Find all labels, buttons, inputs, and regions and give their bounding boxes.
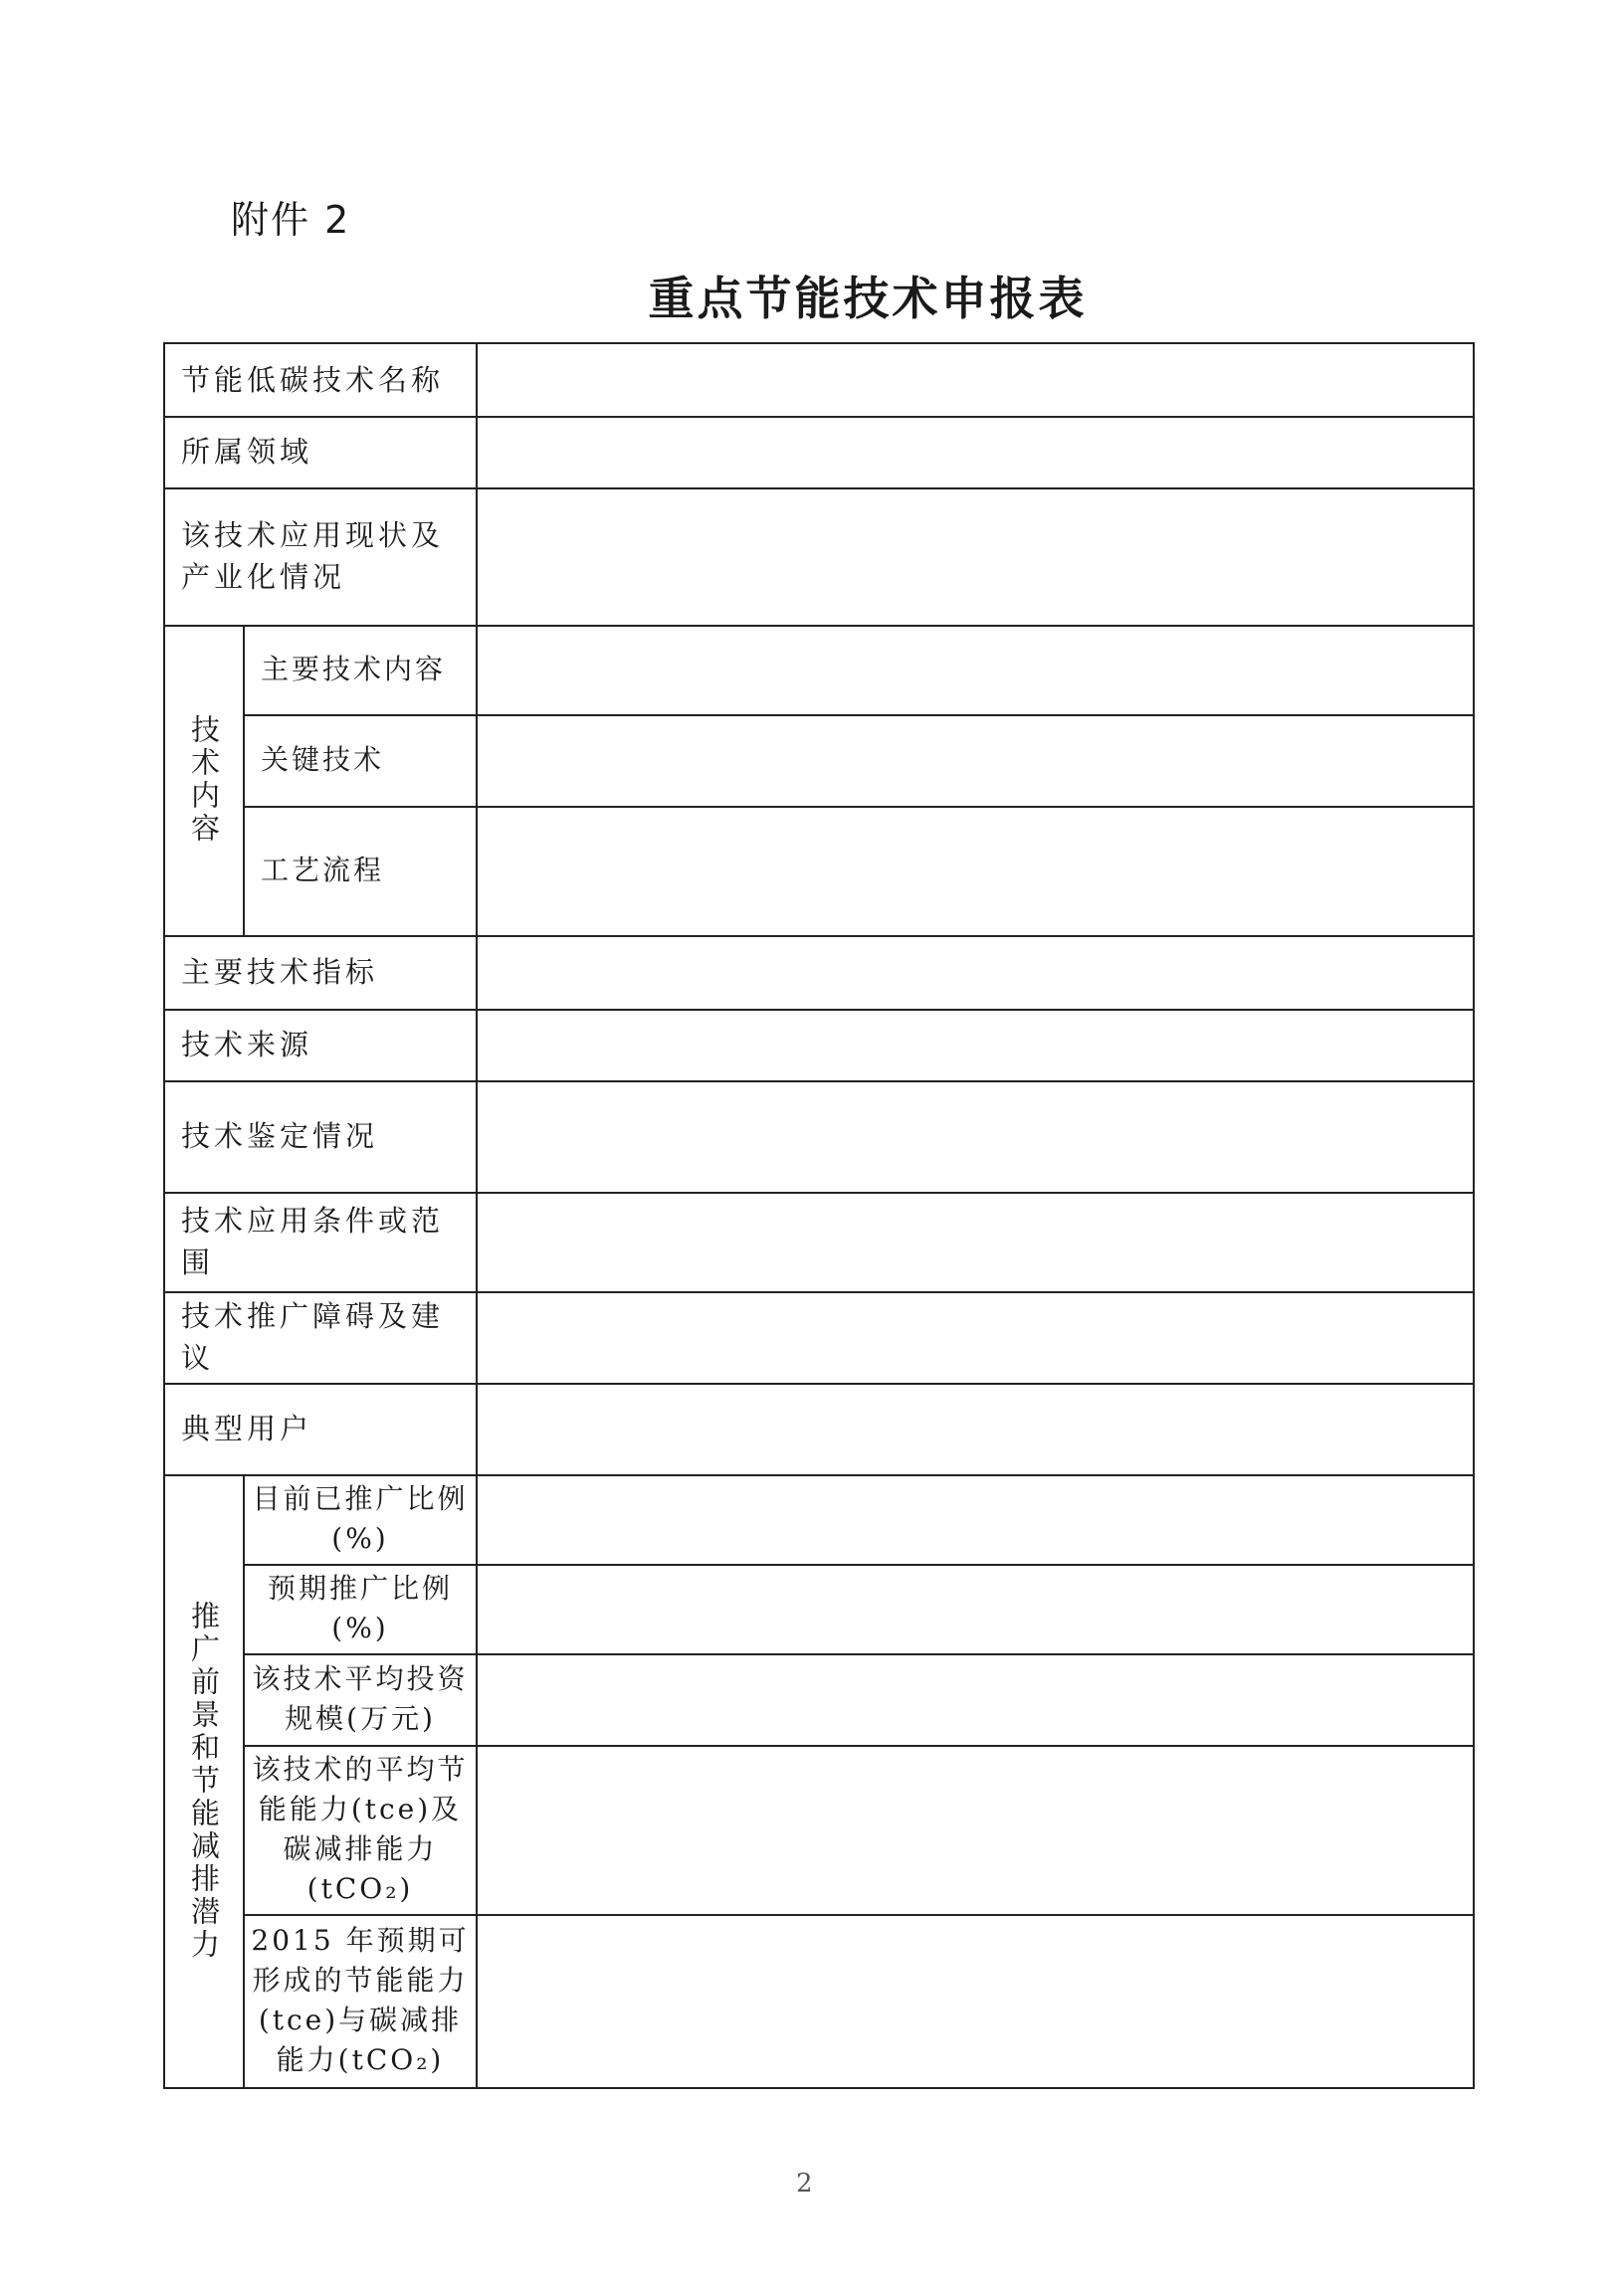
value-main-content[interactable] — [478, 625, 1473, 714]
value-typical-users[interactable] — [478, 1383, 1473, 1474]
label-field: 所属领域 — [181, 435, 313, 469]
label-indicators: 主要技术指标 — [181, 955, 379, 989]
value-indicators[interactable] — [478, 935, 1473, 1009]
value-process[interactable] — [478, 806, 1473, 935]
label-investment: 该技术平均投资规模(万元) — [252, 1662, 469, 1735]
value-current-ratio[interactable] — [478, 1474, 1473, 1564]
value-barriers[interactable] — [478, 1291, 1473, 1383]
label-group-tech-content: 技术内容 — [187, 714, 221, 846]
value-conditions[interactable] — [478, 1192, 1473, 1291]
value-source[interactable] — [478, 1009, 1473, 1080]
value-field[interactable] — [478, 416, 1473, 487]
value-key-tech[interactable] — [478, 714, 1473, 806]
label-main-content: 主要技术内容 — [261, 653, 447, 685]
label-key-tech: 关键技术 — [261, 743, 385, 776]
value-status[interactable] — [478, 487, 1473, 625]
form-title: 重点节能技术申报表 — [648, 272, 1088, 325]
label-process: 工艺流程 — [261, 854, 385, 886]
attachment-label: 附件 2 — [231, 198, 351, 242]
value-tech-name[interactable] — [478, 344, 1473, 416]
label-appraisal: 技术鉴定情况 — [181, 1119, 379, 1153]
label-current-ratio: 目前已推广比例(%) — [252, 1482, 469, 1555]
label-conditions: 技术应用条件或范围 — [181, 1204, 445, 1279]
label-expected-ratio: 预期推广比例(%) — [267, 1572, 453, 1644]
value-appraisal[interactable] — [478, 1080, 1473, 1192]
label-source: 技术来源 — [181, 1028, 313, 1061]
label-typical-users: 典型用户 — [181, 1412, 313, 1445]
page-number: 2 — [796, 2169, 813, 2199]
value-investment[interactable] — [478, 1653, 1473, 1745]
value-capacity[interactable] — [478, 1745, 1473, 1914]
value-capacity-2015[interactable] — [478, 1914, 1473, 2087]
label-tech-name: 节能低碳技术名称 — [181, 363, 445, 397]
label-barriers: 技术推广障碍及建议 — [181, 1299, 445, 1375]
label-capacity-2015: 2015 年预期可形成的节能能力(tce)与碳减排能力(tCO₂) — [251, 1924, 470, 2076]
label-capacity: 该技术的平均节能能力(tce)及碳减排能力(tCO₂) — [252, 1753, 469, 1905]
label-group-prospect: 推广前景和节能减排潜力 — [187, 1600, 221, 1962]
value-expected-ratio[interactable] — [478, 1564, 1473, 1653]
application-form-table — [163, 342, 1475, 2089]
label-status: 该技术应用现状及产业化情况 — [181, 518, 445, 594]
